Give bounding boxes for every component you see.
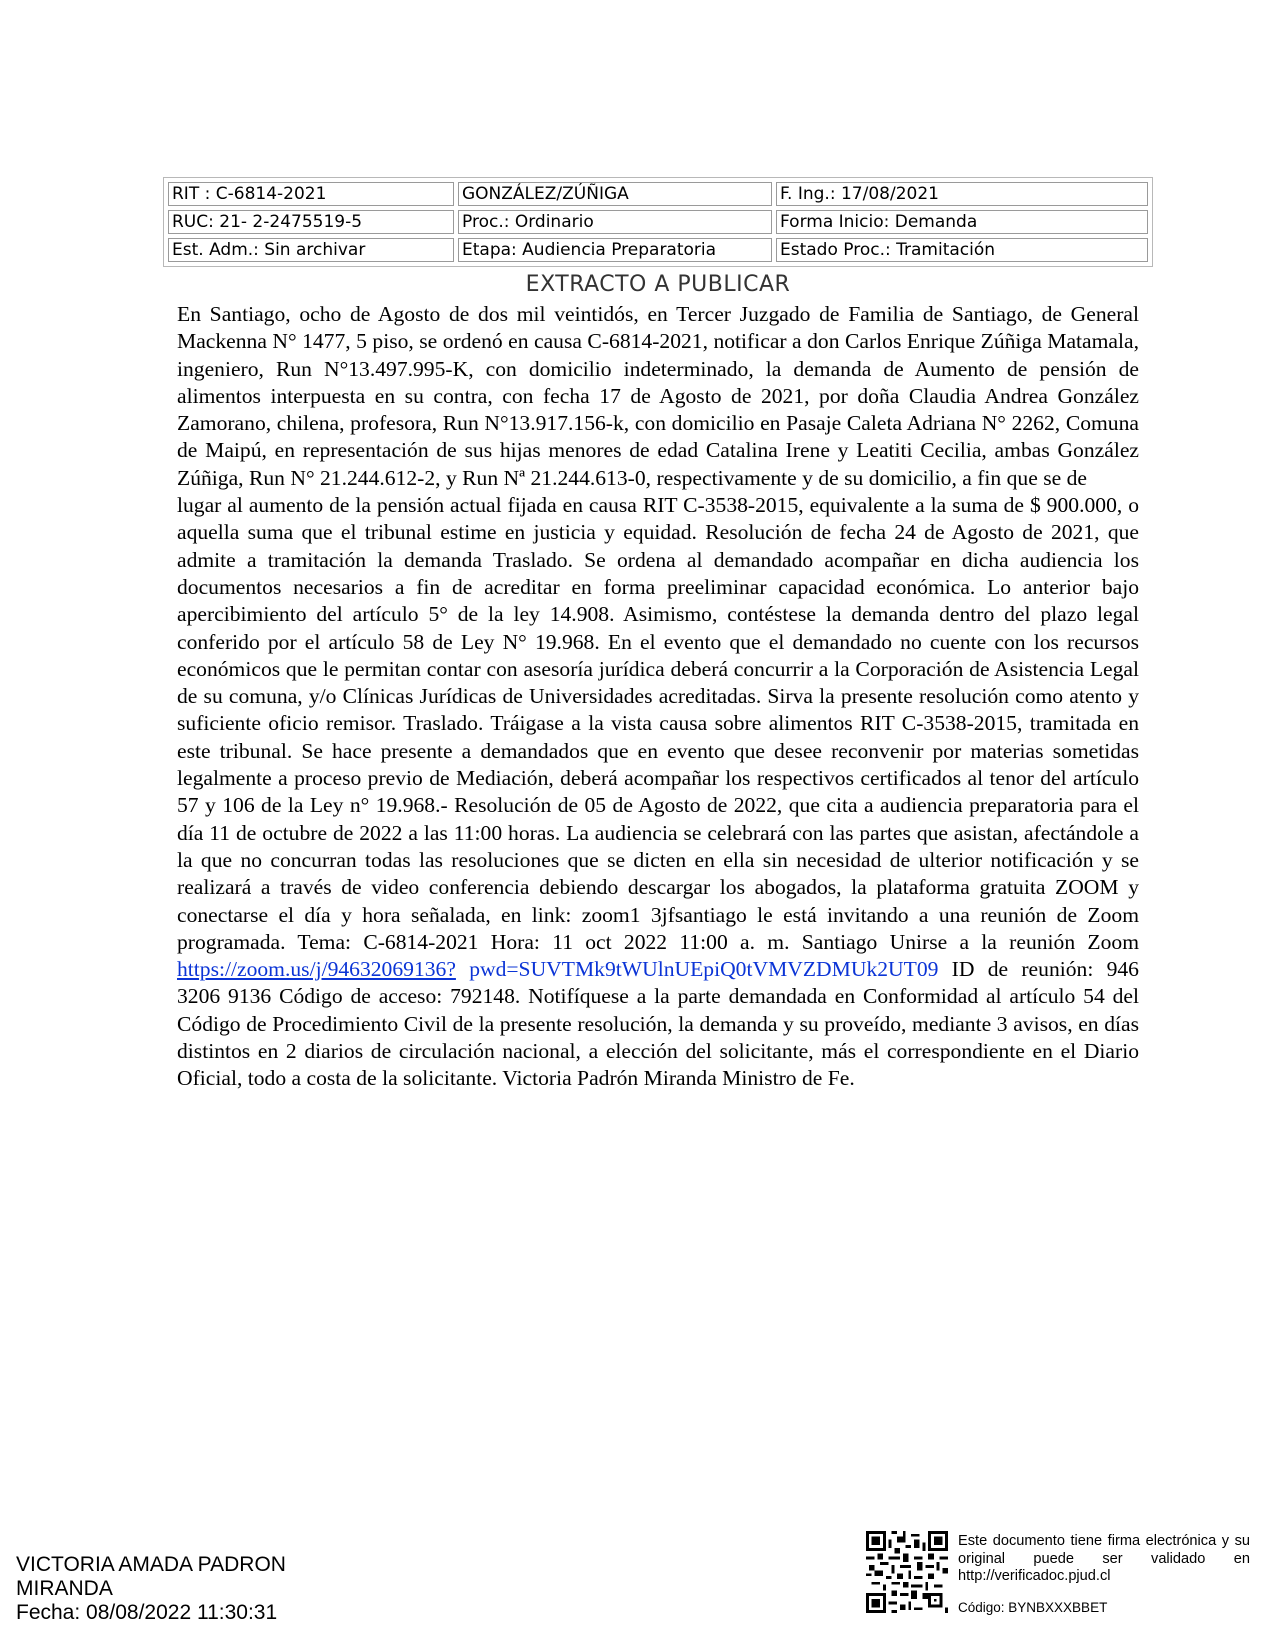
case-cell-ruc: RUC: 21- 2-2475519-5	[168, 210, 454, 234]
case-row-3	[166, 236, 1150, 264]
case-cell-entry-date: F. Ing.: 17/08/2021	[776, 182, 1148, 206]
body-paragraph-1: En Santiago, ocho de Agosto de dos mil veintidós, en Tercer Juzgado de Familia de Santiago, de General Mackenna N° 1477, 5 piso, se ordenó en causa C-6814-2021, notificar a don Carlos Enrique Zúñiga Matamala, ingeniero, Run N°13.497.995-K, con domicilio indeterminado, la demanda de Aumento de pensión de alimentos interpuesta en su contra, con fecha 17 de Agosto de 2021, por doña Claudia Andrea González Zamorano, chilena, profesora, Run N°13.917.156-k, con domicilio en Pasaje Caleta Adriana N° 2262, Comuna de Maipú, en representación de sus hijas menores de edad Catalina Irene y Leatiti Cecilia, ambas González Zúñiga, Run N° 21.244.612-2, y Run Nª 21.244.613-0, respectivamente y de su domicilio, a fin que se de	[177, 302, 1139, 490]
body-paragraph-2	[177, 492, 1139, 1093]
case-cell-procedure: Proc.: Ordinario	[458, 210, 772, 234]
case-info-table	[163, 177, 1153, 267]
qr-code-icon	[866, 1531, 948, 1613]
case-cell-admin-status: Est. Adm.: Sin archivar	[168, 238, 454, 262]
case-cell-stage: Etapa: Audiencia Preparatoria	[458, 238, 772, 262]
case-cell-proc-status: Estado Proc.: Tramitación	[776, 238, 1148, 262]
case-row-1	[166, 180, 1150, 208]
zoom-meeting-link-password[interactable]: pwd=SUVTMk9tWUlnUEpiQ0tVMVZDMUk2UT09	[469, 957, 939, 982]
case-cell-rit: RIT : C-6814-2021	[168, 182, 454, 206]
verification-code: Código: BYNBXXXBBET	[958, 1600, 1108, 1615]
body-text-after-link: ID de reunión: 946 3206 9136 Código de acceso: 792148. Notifíquese a la parte demandada en Conformidad al artículo 54 del Código de Procedimiento Civil de la presente resolución, la demanda y su proveído, mediante 3 avisos, en días distintos en 2 diarios de circulación nacional, a elección del solicitante, más el correspondiente en el Diario Oficial, todo a costa de la solicitante. Victoria Padrón Miranda Ministro de Fe.	[177, 957, 1139, 1091]
case-cell-parties: GONZÁLEZ/ZÚÑIGA	[458, 182, 772, 206]
body-text-before-link: lugar al aumento de la pensión actual fijada en causa RIT C-3538-2015, equivalente a la suma de $ 900.000, o aquella suma que el tribunal estime en justicia y equidad. Resolución de fecha 24 de Agosto de 2021, que admite a tramitación la demanda Traslado. Se ordena al demandado acompañar en dicha audiencia los documentos necesarios a fin de acreditar en forma preeliminar capacidad económica. Lo anterior bajo apercibimiento del artículo 5° de la ley 14.908. Asimismo, contéstese la demanda dentro del plazo legal conferido por el artículo 58 de Ley N° 19.968. En el evento que el demandado no cuente con los recursos económicos que le permitan contar con asesoría jurídica deberá concurrir a la Corporación de Asistencia Legal de su comuna, y/o Clínicas Jurídicas de Universidades acreditadas. Sirva la presente resolución como atento y suficiente oficio remisor. Traslado. Tráigase a la vista causa sobre alimentos RIT C-3538-2015, tramitada en este tribunal. Se hace presente a demandados que en evento que desee reconvenir por materias sometidas legalmente a proceso previo de Mediación, deberá acompañar los respectivos certificados al tenor del artículo 57 y 106 de la Ley n° 19.968.- Resolución de 05 de Agosto de 2022, que cita a audiencia preparatoria para el día 11 de octubre de 2022 a las 11:00 horas. La audiencia se celebrará con las partes que asistan, afectándole a la que no concurran todas las resoluciones que se dicten en ella sin necesidad de ulterior notificación y se realizará a través de video conferencia debiendo descargar los abogados, la plataforma gratuita ZOOM y conectarse el día y hora señalada, en link: zoom1 3jfsantiago le está invitando a una reunión de Zoom programada. Tema: C-6814-2021 Hora: 11 oct 2022 11:00 a. m. Santiago Unirse a la reunión Zoom	[177, 493, 1139, 954]
case-row-2	[166, 208, 1150, 236]
signer-name-line-1: VICTORIA AMADA PADRON	[16, 1553, 286, 1576]
signature-block	[16, 1553, 286, 1625]
document-body	[177, 301, 1139, 1093]
signer-name-line-2: MIRANDA	[16, 1577, 113, 1600]
case-cell-start-form: Forma Inicio: Demanda	[776, 210, 1148, 234]
verification-notice: Este documento tiene firma electrónica y su original puede ser validado en http://verificadoc.pjud.cl	[958, 1533, 1250, 1584]
signature-date: Fecha: 08/08/2022 11:30:31	[16, 1601, 278, 1624]
zoom-meeting-link[interactable]: https://zoom.us/j/94632069136?	[177, 957, 456, 982]
document-heading: EXTRACTO A PUBLICAR	[525, 272, 791, 297]
